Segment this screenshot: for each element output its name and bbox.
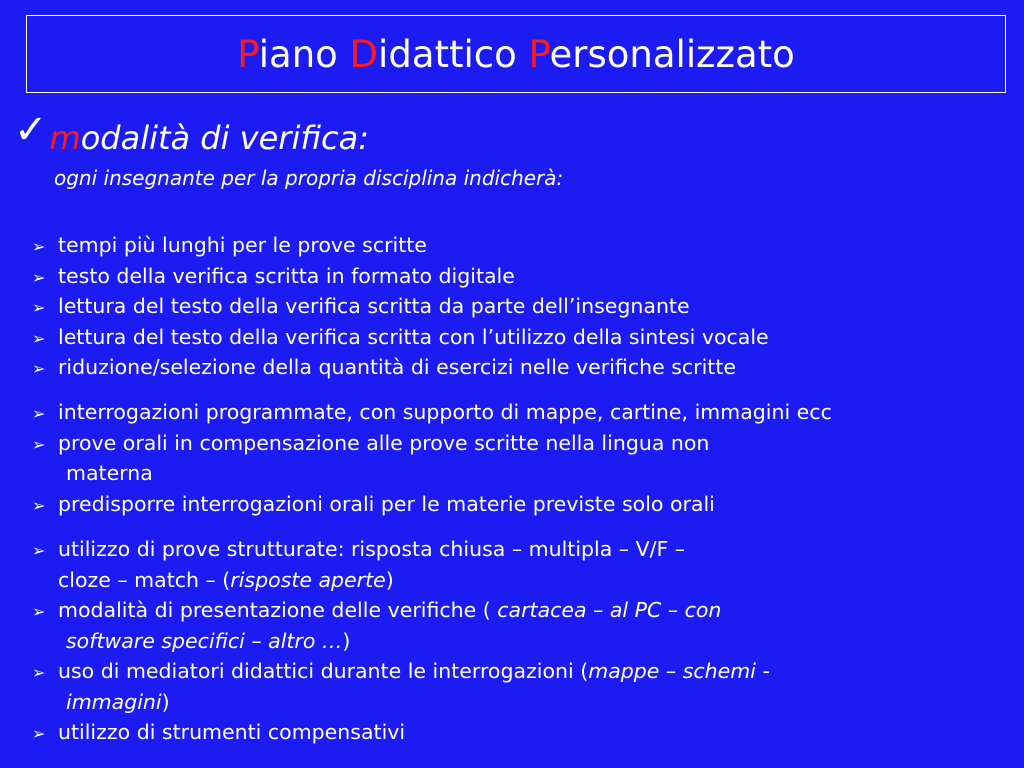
- arrow-bullet-icon: ➢: [32, 496, 46, 515]
- list-item-continuation: [32, 689, 170, 715]
- title-word-idattico: idattico: [378, 33, 529, 76]
- list-item: [32, 536, 685, 564]
- list-item: [32, 491, 715, 519]
- arrow-bullet-icon: ➢: [32, 663, 46, 682]
- list-item: [32, 263, 515, 291]
- title-initial-p2: P: [528, 33, 550, 76]
- list-item: [32, 719, 405, 747]
- list-item: [32, 293, 690, 321]
- list-item-text: lettura del testo della verifica scritta con l’utilizzo della sintesi vocale: [58, 325, 769, 349]
- slide-title: [27, 33, 1005, 77]
- arrow-bullet-icon: ➢: [32, 237, 46, 256]
- list-item: [32, 658, 770, 686]
- section-heading: [14, 107, 369, 160]
- list-item-text: riduzione/selezione della quantità di esercizi nelle verifiche scritte: [58, 355, 736, 379]
- arrow-bullet-icon: ➢: [32, 329, 46, 348]
- title-word-iano: iano: [258, 33, 350, 76]
- arrow-bullet-icon: ➢: [32, 268, 46, 287]
- continuation-text: cloze – match – (: [58, 568, 231, 592]
- arrow-bullet-icon: ➢: [32, 359, 46, 378]
- subheading: ogni insegnante per la propria disciplina indicherà:: [54, 166, 564, 190]
- continuation-italic-text: immagini: [66, 690, 162, 714]
- list-item-italic-text: cartacea – al PC – con: [497, 598, 722, 622]
- continuation-italic-text: risposte aperte: [230, 568, 386, 592]
- list-item-text: testo della verifica scritta in formato digitale: [58, 264, 515, 288]
- check-icon: ✓: [14, 107, 48, 153]
- heading-text: [50, 116, 369, 160]
- heading-rest: odalità di verifica:: [80, 119, 369, 157]
- list-item-text: prove orali in compensazione alle prove scritte nella lingua non: [58, 431, 710, 455]
- arrow-bullet-icon: ➢: [32, 435, 46, 454]
- list-item-text: tempi più lunghi per le prove scritte: [58, 233, 427, 257]
- title-box: [26, 15, 1006, 93]
- arrow-bullet-icon: ➢: [32, 541, 46, 560]
- arrow-bullet-icon: ➢: [32, 602, 46, 621]
- list-item: [32, 232, 427, 260]
- list-item: [32, 597, 721, 625]
- list-item: [32, 399, 1024, 427]
- title-word-ersonalizzato: ersonalizzato: [549, 33, 795, 76]
- list-item: [32, 324, 769, 352]
- list-item-text: lettura del testo della verifica scritta da parte dell’insegnante: [58, 294, 690, 318]
- list-item: [32, 430, 709, 458]
- arrow-bullet-icon: ➢: [32, 298, 46, 317]
- list-item-text: uso di mediatori didattici durante le interrogazioni (: [58, 659, 589, 683]
- title-initial-p: P: [237, 33, 259, 76]
- list-item-continuation: [32, 628, 350, 654]
- list-item-text: utilizzo di strumenti compensativi: [58, 720, 406, 744]
- continuation-text-end: ): [342, 629, 351, 653]
- continuation-italic-text: software specifici – altro …: [66, 629, 343, 653]
- list-item-italic-text: mappe – schemi -: [588, 659, 770, 683]
- arrow-bullet-icon: ➢: [32, 404, 46, 423]
- list-item: [32, 354, 736, 382]
- heading-initial: m: [49, 119, 81, 157]
- continuation-text-end: ): [385, 568, 394, 592]
- arrow-bullet-icon: ➢: [32, 724, 46, 743]
- list-item-text: modalità di presentazione delle verifiche (: [58, 598, 498, 622]
- continuation-text-end: ): [161, 690, 170, 714]
- list-item-text: predisporre interrogazioni orali per le materie previste solo orali: [58, 492, 715, 516]
- list-item-continuation: materna: [66, 461, 153, 485]
- title-initial-d: D: [349, 33, 379, 76]
- list-item-text: utilizzo di prove strutturate: risposta chiusa – multipla – V/F –: [58, 537, 686, 561]
- list-item-continuation: [32, 567, 394, 593]
- list-item-text: interrogazioni programmate, con supporto di mappe, cartine, immagini ecc: [58, 400, 832, 424]
